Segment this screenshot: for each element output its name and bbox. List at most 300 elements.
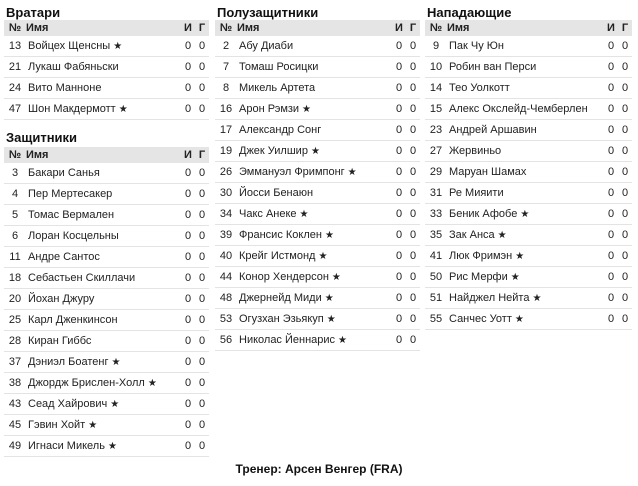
table-row [425, 36, 632, 57]
table-row [425, 204, 632, 225]
star-icon: ★ [302, 104, 312, 115]
table-row [425, 162, 632, 183]
games-value: 0 [181, 310, 195, 331]
table-header-row [4, 147, 209, 163]
goals-value: 0 [195, 78, 209, 99]
table-row [425, 309, 632, 330]
player-name: Александр Сонг [239, 124, 322, 136]
games-value: 0 [392, 99, 406, 120]
player-number: 5 [4, 205, 26, 226]
player-name: Пак Чу Юн [449, 40, 504, 52]
player-name-cell [26, 289, 181, 310]
table-row [215, 288, 420, 309]
goals-value: 0 [195, 268, 209, 289]
goals-value: 0 [195, 352, 209, 373]
player-number: 25 [4, 310, 26, 331]
games-value: 0 [604, 36, 618, 57]
goals-value: 0 [195, 331, 209, 352]
player-name: Найджел Нейта [449, 292, 530, 304]
player-name-cell [237, 36, 392, 57]
forwards-table [425, 20, 632, 330]
table-row [215, 78, 420, 99]
player-name-cell [26, 226, 181, 247]
player-name: Маруан Шамах [449, 166, 527, 178]
goals-value: 0 [195, 36, 209, 57]
games-value: 0 [181, 163, 195, 184]
games-value: 0 [392, 288, 406, 309]
table-row [425, 141, 632, 162]
player-name-cell [26, 78, 181, 99]
table-header-row [215, 20, 420, 36]
player-name: Жервиньо [449, 145, 502, 157]
name-column-header: Имя [237, 20, 392, 36]
player-number: 9 [425, 36, 447, 57]
player-name-cell [26, 352, 181, 373]
player-number: 11 [4, 247, 26, 268]
table-row [425, 99, 632, 120]
goals-value: 0 [618, 288, 632, 309]
star-icon: ★ [532, 293, 542, 304]
player-number: 26 [215, 162, 237, 183]
player-name-cell [447, 288, 604, 309]
player-name-cell [26, 163, 181, 184]
table-row [4, 36, 209, 57]
goals-value: 0 [618, 120, 632, 141]
goals-value: 0 [406, 78, 420, 99]
player-name: Андре Сантос [28, 251, 100, 263]
games-value: 0 [392, 309, 406, 330]
player-number: 6 [4, 226, 26, 247]
player-name: Йосси Бенаюн [239, 187, 314, 199]
star-icon: ★ [520, 209, 530, 220]
player-name-cell [237, 225, 392, 246]
player-name-cell [237, 204, 392, 225]
player-name: Зак Анса [449, 229, 495, 241]
player-name-cell [237, 57, 392, 78]
table-row [4, 331, 209, 352]
number-column-header: № [4, 20, 26, 36]
player-name-cell [237, 120, 392, 141]
goals-value: 0 [618, 141, 632, 162]
games-column-header: И [181, 20, 195, 36]
player-name: Ре Мияити [449, 187, 504, 199]
table-header-row [425, 20, 632, 36]
defenders-section [4, 129, 209, 457]
player-name: Эммануэл Фримпонг [239, 166, 345, 178]
player-name-cell [237, 267, 392, 288]
table-row [425, 120, 632, 141]
player-number: 29 [425, 162, 447, 183]
games-value: 0 [604, 288, 618, 309]
midfielders-title: Полузащитники [217, 5, 319, 20]
goals-value: 0 [195, 57, 209, 78]
table-row [215, 36, 420, 57]
player-name-cell [26, 436, 181, 457]
goals-value: 0 [195, 373, 209, 394]
player-name: Крейг Истмонд [239, 250, 316, 262]
games-value: 0 [604, 246, 618, 267]
games-value: 0 [604, 141, 618, 162]
star-icon: ★ [326, 314, 336, 325]
games-value: 0 [181, 247, 195, 268]
player-number: 28 [4, 331, 26, 352]
player-name: Огузхан Эзьякуп [239, 313, 324, 325]
table-row [215, 309, 420, 330]
goals-value: 0 [406, 309, 420, 330]
goals-value: 0 [195, 163, 209, 184]
player-name-cell [447, 57, 604, 78]
player-name-cell [237, 99, 392, 120]
player-number: 3 [4, 163, 26, 184]
player-name: Дэниэл Боатенг [28, 356, 109, 368]
games-value: 0 [604, 183, 618, 204]
player-name: Абу Диаби [239, 40, 294, 52]
star-icon: ★ [514, 314, 524, 325]
player-name-cell [447, 204, 604, 225]
games-value: 0 [604, 57, 618, 78]
player-number: 10 [425, 57, 447, 78]
player-number: 7 [215, 57, 237, 78]
goals-value: 0 [618, 36, 632, 57]
goals-value: 0 [406, 99, 420, 120]
goals-value: 0 [618, 57, 632, 78]
goals-value: 0 [195, 184, 209, 205]
player-name-cell [447, 162, 604, 183]
goals-value: 0 [618, 99, 632, 120]
table-row [215, 57, 420, 78]
player-number: 53 [215, 309, 237, 330]
player-number: 27 [425, 141, 447, 162]
player-name: Йохан Джуру [28, 293, 95, 305]
goals-value: 0 [618, 78, 632, 99]
player-name-cell [447, 78, 604, 99]
star-icon: ★ [110, 399, 120, 410]
player-name-cell [26, 247, 181, 268]
table-row [4, 352, 209, 373]
table-header-row [4, 20, 209, 36]
games-value: 0 [392, 246, 406, 267]
player-number: 13 [4, 36, 26, 57]
player-name: Карл Дженкинсон [28, 314, 118, 326]
table-row [215, 330, 420, 351]
player-name-cell [237, 78, 392, 99]
player-name: Арон Рэмзи [239, 103, 300, 115]
forwards-title: Нападающие [427, 5, 512, 20]
games-value: 0 [181, 436, 195, 457]
player-name: Томас Вермален [28, 209, 115, 221]
goalkeepers-table [4, 20, 209, 120]
games-value: 0 [604, 99, 618, 120]
goals-value: 0 [195, 247, 209, 268]
number-column-header: № [425, 20, 447, 36]
player-number: 39 [215, 225, 237, 246]
player-name-cell [26, 310, 181, 331]
player-name: Алекс Окслейд-Чемберлен [449, 103, 588, 115]
games-value: 0 [392, 57, 406, 78]
player-name-cell [26, 268, 181, 289]
player-name: Франсис Коклен [239, 229, 322, 241]
table-row [4, 99, 209, 120]
games-value: 0 [181, 289, 195, 310]
player-number: 37 [4, 352, 26, 373]
goals-value: 0 [406, 204, 420, 225]
player-name-cell [447, 120, 604, 141]
player-number: 20 [4, 289, 26, 310]
number-column-header: № [215, 20, 237, 36]
table-row [215, 183, 420, 204]
name-column-header: Имя [447, 20, 604, 36]
goals-value: 0 [406, 162, 420, 183]
player-number: 2 [215, 36, 237, 57]
games-value: 0 [604, 267, 618, 288]
goals-value: 0 [195, 99, 209, 120]
games-value: 0 [181, 394, 195, 415]
goals-value: 0 [195, 289, 209, 310]
games-value: 0 [181, 226, 195, 247]
games-value: 0 [604, 162, 618, 183]
goals-value: 0 [406, 57, 420, 78]
forwards-section [425, 0, 632, 330]
player-number: 49 [4, 436, 26, 457]
star-icon: ★ [318, 251, 328, 262]
goals-value: 0 [406, 141, 420, 162]
games-value: 0 [392, 204, 406, 225]
player-number: 44 [215, 267, 237, 288]
player-number: 51 [425, 288, 447, 309]
middle-column [215, 0, 420, 351]
player-number: 21 [4, 57, 26, 78]
midfielders-table [215, 20, 420, 351]
table-row [4, 184, 209, 205]
goals-value: 0 [618, 162, 632, 183]
star-icon: ★ [310, 146, 320, 157]
table-row [425, 288, 632, 309]
player-name-cell [26, 331, 181, 352]
player-number: 35 [425, 225, 447, 246]
player-name-cell [447, 141, 604, 162]
goals-value: 0 [618, 204, 632, 225]
games-value: 0 [392, 183, 406, 204]
goals-column-header: Г [406, 20, 420, 36]
table-row [425, 57, 632, 78]
player-name-cell [447, 36, 604, 57]
games-value: 0 [392, 267, 406, 288]
table-row [4, 247, 209, 268]
player-name-cell [237, 183, 392, 204]
goals-value: 0 [195, 436, 209, 457]
player-number: 45 [4, 415, 26, 436]
player-name: Войцех Щенсны [28, 40, 111, 52]
player-name: Санчес Уотт [449, 313, 512, 325]
table-row [4, 310, 209, 331]
star-icon: ★ [88, 420, 98, 431]
player-number: 50 [425, 267, 447, 288]
player-name: Лоран Косцельны [28, 230, 119, 242]
table-row [215, 225, 420, 246]
games-value: 0 [604, 78, 618, 99]
player-name: Тео Уолкотт [449, 82, 510, 94]
star-icon: ★ [324, 230, 334, 241]
player-name-cell [447, 246, 604, 267]
table-row [4, 436, 209, 457]
star-icon: ★ [515, 251, 525, 262]
table-row [425, 183, 632, 204]
goals-value: 0 [406, 267, 420, 288]
defenders-title: Защитники [6, 130, 78, 145]
player-number: 41 [425, 246, 447, 267]
games-value: 0 [181, 184, 195, 205]
player-number: 34 [215, 204, 237, 225]
table-row [4, 268, 209, 289]
player-name: Андрей Аршавин [449, 124, 537, 136]
games-value: 0 [181, 352, 195, 373]
goals-value: 0 [618, 246, 632, 267]
games-value: 0 [392, 162, 406, 183]
table-row [425, 246, 632, 267]
games-value: 0 [181, 205, 195, 226]
goals-value: 0 [618, 183, 632, 204]
games-value: 0 [392, 141, 406, 162]
games-value: 0 [181, 36, 195, 57]
goals-value: 0 [406, 246, 420, 267]
games-column-header: И [181, 147, 195, 163]
player-name-cell [237, 309, 392, 330]
table-row [215, 120, 420, 141]
player-number: 55 [425, 309, 447, 330]
games-value: 0 [392, 225, 406, 246]
table-row [215, 204, 420, 225]
table-row [4, 415, 209, 436]
player-name-cell [26, 36, 181, 57]
table-row [4, 78, 209, 99]
player-number: 31 [425, 183, 447, 204]
number-column-header: № [4, 147, 26, 163]
table-row [215, 141, 420, 162]
star-icon: ★ [347, 167, 357, 178]
games-value: 0 [392, 120, 406, 141]
table-row [4, 289, 209, 310]
table-row [4, 373, 209, 394]
player-name-cell [447, 309, 604, 330]
player-name: Себастьен Скиллачи [28, 272, 136, 284]
player-number: 47 [4, 99, 26, 120]
player-name: Джордж Брислен-Холл [28, 377, 145, 389]
player-number: 23 [425, 120, 447, 141]
games-value: 0 [181, 78, 195, 99]
left-column [4, 0, 209, 457]
player-name-cell [447, 99, 604, 120]
games-value: 0 [181, 268, 195, 289]
goals-column-header: Г [195, 147, 209, 163]
player-name-cell [26, 394, 181, 415]
player-number: 43 [4, 394, 26, 415]
goals-value: 0 [618, 267, 632, 288]
table-row [425, 225, 632, 246]
name-column-header: Имя [26, 147, 181, 163]
table-row [4, 57, 209, 78]
coach-line: Тренер: Арсен Венгер (FRA) [235, 462, 403, 476]
player-name-cell [447, 225, 604, 246]
table-row [215, 267, 420, 288]
games-value: 0 [604, 309, 618, 330]
player-number: 48 [215, 288, 237, 309]
goals-column-header: Г [618, 20, 632, 36]
goals-value: 0 [406, 120, 420, 141]
player-name: Киран Гиббс [28, 335, 92, 347]
star-icon: ★ [113, 41, 123, 52]
player-name: Конор Хендерсон [239, 271, 329, 283]
goals-value: 0 [406, 225, 420, 246]
player-name-cell [26, 184, 181, 205]
goals-value: 0 [618, 225, 632, 246]
player-name: Гэвин Хойт [28, 419, 86, 431]
player-name: Бакари Санья [28, 167, 100, 179]
player-number: 33 [425, 204, 447, 225]
games-column-header: И [604, 20, 618, 36]
player-number: 15 [425, 99, 447, 120]
goals-value: 0 [195, 394, 209, 415]
right-column [425, 0, 632, 330]
player-name: Пер Мертесакер [28, 188, 113, 200]
games-value: 0 [181, 331, 195, 352]
player-name: Джек Уилшир [239, 145, 308, 157]
table-row [215, 162, 420, 183]
midfielders-section [215, 0, 420, 351]
player-name: Микель Артета [239, 82, 316, 94]
games-value: 0 [392, 330, 406, 351]
goals-value: 0 [195, 226, 209, 247]
player-number: 18 [4, 268, 26, 289]
goals-value: 0 [195, 310, 209, 331]
goals-column-header: Г [195, 20, 209, 36]
goals-value: 0 [406, 183, 420, 204]
player-name-cell [26, 57, 181, 78]
games-value: 0 [604, 225, 618, 246]
player-number: 17 [215, 120, 237, 141]
star-icon: ★ [111, 357, 121, 368]
player-number: 19 [215, 141, 237, 162]
player-number: 38 [4, 373, 26, 394]
player-name-cell [26, 205, 181, 226]
table-row [4, 226, 209, 247]
goalkeepers-title: Вратари [6, 5, 61, 20]
goals-value: 0 [406, 36, 420, 57]
player-name: Люк Фримэн [449, 250, 513, 262]
star-icon: ★ [331, 272, 341, 283]
games-value: 0 [392, 78, 406, 99]
player-name: Томаш Росицки [239, 61, 319, 73]
games-column-header: И [392, 20, 406, 36]
player-number: 40 [215, 246, 237, 267]
player-number: 24 [4, 78, 26, 99]
player-name: Чакс Анеке [239, 208, 297, 220]
table-row [425, 267, 632, 288]
player-name: Игнаси Микель [28, 440, 105, 452]
player-name-cell [237, 141, 392, 162]
player-name-cell [26, 99, 181, 120]
player-name-cell [237, 330, 392, 351]
player-name-cell [26, 415, 181, 436]
games-value: 0 [181, 415, 195, 436]
table-row [215, 99, 420, 120]
player-number: 14 [425, 78, 447, 99]
player-number: 30 [215, 183, 237, 204]
star-icon: ★ [497, 230, 507, 241]
player-name: Сеад Хайрович [28, 398, 108, 410]
star-icon: ★ [107, 441, 117, 452]
goals-value: 0 [618, 309, 632, 330]
games-value: 0 [181, 373, 195, 394]
